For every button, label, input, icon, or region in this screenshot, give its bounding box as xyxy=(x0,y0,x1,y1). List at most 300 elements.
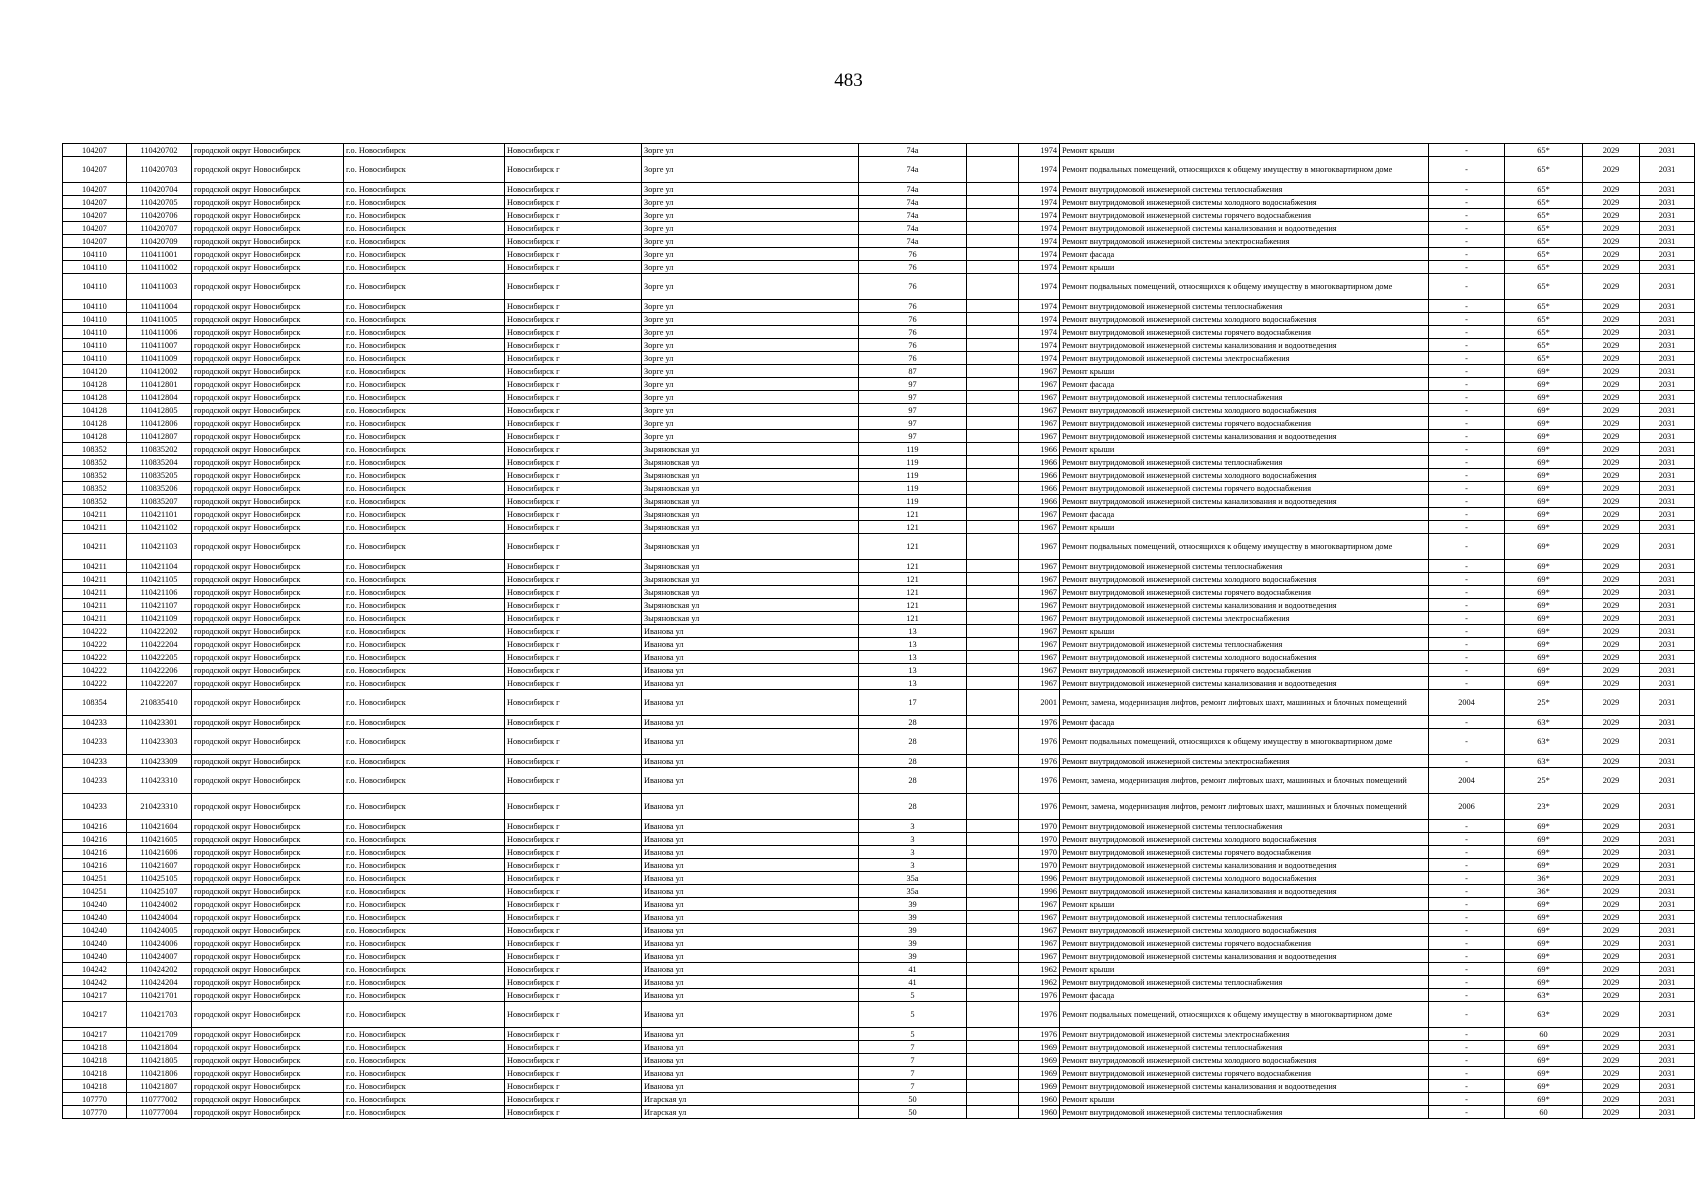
work-id-cell: 110420705 xyxy=(127,196,192,209)
work-type-cell: Ремонт внутридомовой инженерной системы теплоснабжения xyxy=(1060,976,1429,989)
last-repair-year-cell: - xyxy=(1429,911,1505,924)
wear-percent-cell: 69* xyxy=(1505,625,1583,638)
district-cell: городской округ Новосибирск xyxy=(192,612,344,625)
house-id-cell: 104251 xyxy=(63,872,127,885)
street-cell: Зыряновская ул xyxy=(642,599,859,612)
street-cell: Иванова ул xyxy=(642,833,859,846)
district-cell: городской округ Новосибирск xyxy=(192,1002,344,1028)
house-number-cell: 28 xyxy=(859,729,967,755)
plan-start-cell: 2029 xyxy=(1583,976,1640,989)
work-type-cell: Ремонт внутридомовой инженерной системы канализования и водоотведения xyxy=(1060,950,1429,963)
work-id-cell: 110420707 xyxy=(127,222,192,235)
last-repair-year-cell: - xyxy=(1429,1106,1505,1119)
year-built-cell: 1974 xyxy=(1019,248,1060,261)
plan-end-cell: 2031 xyxy=(1640,313,1695,326)
work-id-cell: 110421105 xyxy=(127,573,192,586)
table-row xyxy=(63,1041,1695,1054)
work-type-cell: Ремонт крыши xyxy=(1060,443,1429,456)
work-id-cell: 110421709 xyxy=(127,1028,192,1041)
table-row xyxy=(63,976,1695,989)
work-id-cell: 110777002 xyxy=(127,1093,192,1106)
plan-end-cell: 2031 xyxy=(1640,391,1695,404)
last-repair-year-cell: - xyxy=(1429,469,1505,482)
plan-end-cell: 2031 xyxy=(1640,820,1695,833)
municipality-cell: г.о. Новосибирск xyxy=(344,677,505,690)
last-repair-year-cell: - xyxy=(1429,261,1505,274)
city-cell: Новосибирск г xyxy=(505,456,642,469)
year-built-cell: 1970 xyxy=(1019,820,1060,833)
last-repair-year-cell: - xyxy=(1429,339,1505,352)
city-cell: Новосибирск г xyxy=(505,1093,642,1106)
table-row xyxy=(63,1106,1695,1119)
city-cell: Новосибирск г xyxy=(505,612,642,625)
house-id-cell: 104251 xyxy=(63,885,127,898)
district-cell: городской округ Новосибирск xyxy=(192,235,344,248)
house-number-cell: 121 xyxy=(859,534,967,560)
municipality-cell: г.о. Новосибирск xyxy=(344,1054,505,1067)
table-row xyxy=(63,690,1695,716)
street-cell: Зыряновская ул xyxy=(642,534,859,560)
building-cell xyxy=(967,339,1019,352)
street-cell: Зорге ул xyxy=(642,183,859,196)
district-cell: городской округ Новосибирск xyxy=(192,508,344,521)
street-cell: Зорге ул xyxy=(642,248,859,261)
work-type-cell: Ремонт внутридомовой инженерной системы теплоснабжения xyxy=(1060,638,1429,651)
city-cell: Новосибирск г xyxy=(505,820,642,833)
plan-start-cell: 2029 xyxy=(1583,157,1640,183)
work-id-cell: 110424202 xyxy=(127,963,192,976)
wear-percent-cell: 36* xyxy=(1505,885,1583,898)
work-id-cell: 110422202 xyxy=(127,625,192,638)
last-repair-year-cell: - xyxy=(1429,976,1505,989)
plan-end-cell: 2031 xyxy=(1640,508,1695,521)
plan-start-cell: 2029 xyxy=(1583,183,1640,196)
plan-start-cell: 2029 xyxy=(1583,1028,1640,1041)
street-cell: Иванова ул xyxy=(642,664,859,677)
district-cell: городской округ Новосибирск xyxy=(192,729,344,755)
plan-end-cell: 2031 xyxy=(1640,352,1695,365)
table-row xyxy=(63,560,1695,573)
wear-percent-cell: 69* xyxy=(1505,612,1583,625)
municipality-cell: г.о. Новосибирск xyxy=(344,716,505,729)
work-id-cell: 110421703 xyxy=(127,1002,192,1028)
street-cell: Зорге ул xyxy=(642,352,859,365)
year-built-cell: 1966 xyxy=(1019,443,1060,456)
table-row xyxy=(63,1054,1695,1067)
district-cell: городской округ Новосибирск xyxy=(192,443,344,456)
wear-percent-cell: 69* xyxy=(1505,469,1583,482)
municipality-cell: г.о. Новосибирск xyxy=(344,898,505,911)
house-id-cell: 104240 xyxy=(63,924,127,937)
street-cell: Зыряновская ул xyxy=(642,612,859,625)
house-id-cell: 104233 xyxy=(63,716,127,729)
building-cell xyxy=(967,1067,1019,1080)
work-id-cell: 110424006 xyxy=(127,937,192,950)
table-row xyxy=(63,443,1695,456)
house-number-cell: 121 xyxy=(859,521,967,534)
wear-percent-cell: 63* xyxy=(1505,716,1583,729)
house-number-cell: 35а xyxy=(859,885,967,898)
house-id-cell: 108352 xyxy=(63,495,127,508)
district-cell: городской округ Новосибирск xyxy=(192,638,344,651)
wear-percent-cell: 69* xyxy=(1505,950,1583,963)
district-cell: городской округ Новосибирск xyxy=(192,885,344,898)
city-cell: Новосибирск г xyxy=(505,755,642,768)
table-row xyxy=(63,365,1695,378)
building-cell xyxy=(967,404,1019,417)
building-cell xyxy=(967,248,1019,261)
wear-percent-cell: 65* xyxy=(1505,300,1583,313)
wear-percent-cell: 25* xyxy=(1505,690,1583,716)
house-number-cell: 39 xyxy=(859,898,967,911)
house-id-cell: 104110 xyxy=(63,339,127,352)
year-built-cell: 1967 xyxy=(1019,898,1060,911)
house-number-cell: 74а xyxy=(859,222,967,235)
table-row xyxy=(63,677,1695,690)
street-cell: Иванова ул xyxy=(642,1054,859,1067)
municipality-cell: г.о. Новосибирск xyxy=(344,482,505,495)
last-repair-year-cell: - xyxy=(1429,833,1505,846)
work-id-cell: 110421109 xyxy=(127,612,192,625)
plan-start-cell: 2029 xyxy=(1583,677,1640,690)
plan-start-cell: 2029 xyxy=(1583,989,1640,1002)
house-number-cell: 39 xyxy=(859,950,967,963)
house-number-cell: 7 xyxy=(859,1054,967,1067)
work-id-cell: 110412806 xyxy=(127,417,192,430)
street-cell: Игарская ул xyxy=(642,1106,859,1119)
street-cell: Иванова ул xyxy=(642,716,859,729)
street-cell: Зорге ул xyxy=(642,326,859,339)
work-id-cell: 110420704 xyxy=(127,183,192,196)
house-number-cell: 97 xyxy=(859,391,967,404)
table-row xyxy=(63,989,1695,1002)
street-cell: Иванова ул xyxy=(642,651,859,664)
municipality-cell: г.о. Новосибирск xyxy=(344,534,505,560)
municipality-cell: г.о. Новосибирск xyxy=(344,963,505,976)
house-id-cell: 104120 xyxy=(63,365,127,378)
house-id-cell: 104207 xyxy=(63,157,127,183)
work-id-cell: 110422206 xyxy=(127,664,192,677)
wear-percent-cell: 69* xyxy=(1505,443,1583,456)
work-id-cell: 110421807 xyxy=(127,1080,192,1093)
district-cell: городской округ Новосибирск xyxy=(192,898,344,911)
house-number-cell: 76 xyxy=(859,326,967,339)
work-id-cell: 110424004 xyxy=(127,911,192,924)
house-number-cell: 76 xyxy=(859,261,967,274)
municipality-cell: г.о. Новосибирск xyxy=(344,885,505,898)
year-built-cell: 1967 xyxy=(1019,612,1060,625)
city-cell: Новосибирск г xyxy=(505,443,642,456)
plan-end-cell: 2031 xyxy=(1640,235,1695,248)
district-cell: городской округ Новосибирск xyxy=(192,911,344,924)
plan-end-cell: 2031 xyxy=(1640,989,1695,1002)
year-built-cell: 1967 xyxy=(1019,599,1060,612)
street-cell: Зорге ул xyxy=(642,391,859,404)
year-built-cell: 1974 xyxy=(1019,352,1060,365)
table-row xyxy=(63,521,1695,534)
house-id-cell: 107770 xyxy=(63,1106,127,1119)
plan-end-cell: 2031 xyxy=(1640,456,1695,469)
city-cell: Новосибирск г xyxy=(505,495,642,508)
work-id-cell: 110424002 xyxy=(127,898,192,911)
house-number-cell: 76 xyxy=(859,352,967,365)
table-row xyxy=(63,482,1695,495)
house-number-cell: 76 xyxy=(859,300,967,313)
house-number-cell: 28 xyxy=(859,755,967,768)
house-number-cell: 76 xyxy=(859,274,967,300)
work-type-cell: Ремонт крыши xyxy=(1060,625,1429,638)
district-cell: городской округ Новосибирск xyxy=(192,222,344,235)
plan-end-cell: 2031 xyxy=(1640,898,1695,911)
city-cell: Новосибирск г xyxy=(505,768,642,794)
wear-percent-cell: 69* xyxy=(1505,391,1583,404)
district-cell: городской округ Новосибирск xyxy=(192,625,344,638)
last-repair-year-cell: - xyxy=(1429,1080,1505,1093)
wear-percent-cell: 65* xyxy=(1505,183,1583,196)
house-id-cell: 108352 xyxy=(63,482,127,495)
work-id-cell: 110421107 xyxy=(127,599,192,612)
page-number: 483 xyxy=(834,70,863,91)
work-id-cell: 110412807 xyxy=(127,430,192,443)
work-type-cell: Ремонт внутридомовой инженерной системы холодного водоснабжения xyxy=(1060,469,1429,482)
street-cell: Зорге ул xyxy=(642,404,859,417)
house-id-cell: 104217 xyxy=(63,1002,127,1028)
house-id-cell: 104218 xyxy=(63,1080,127,1093)
year-built-cell: 1967 xyxy=(1019,573,1060,586)
street-cell: Иванова ул xyxy=(642,924,859,937)
plan-start-cell: 2029 xyxy=(1583,521,1640,534)
plan-end-cell: 2031 xyxy=(1640,846,1695,859)
table-row xyxy=(63,859,1695,872)
last-repair-year-cell: - xyxy=(1429,612,1505,625)
plan-end-cell: 2031 xyxy=(1640,638,1695,651)
district-cell: городской округ Новосибирск xyxy=(192,144,344,157)
last-repair-year-cell: - xyxy=(1429,1041,1505,1054)
building-cell xyxy=(967,235,1019,248)
work-id-cell: 110422204 xyxy=(127,638,192,651)
street-cell: Иванова ул xyxy=(642,950,859,963)
work-type-cell: Ремонт, замена, модернизация лифтов, ремонт лифтовых шахт, машинных и блочных помещений xyxy=(1060,768,1429,794)
work-id-cell: 110421605 xyxy=(127,833,192,846)
house-id-cell: 104222 xyxy=(63,625,127,638)
house-id-cell: 108352 xyxy=(63,469,127,482)
city-cell: Новосибирск г xyxy=(505,274,642,300)
building-cell xyxy=(967,1054,1019,1067)
city-cell: Новосибирск г xyxy=(505,664,642,677)
house-number-cell: 74а xyxy=(859,235,967,248)
plan-end-cell: 2031 xyxy=(1640,729,1695,755)
last-repair-year-cell: - xyxy=(1429,222,1505,235)
wear-percent-cell: 69* xyxy=(1505,586,1583,599)
house-number-cell: 76 xyxy=(859,248,967,261)
table-row xyxy=(63,261,1695,274)
municipality-cell: г.о. Новосибирск xyxy=(344,937,505,950)
plan-end-cell: 2031 xyxy=(1640,885,1695,898)
municipality-cell: г.о. Новосибирск xyxy=(344,209,505,222)
building-cell xyxy=(967,352,1019,365)
work-id-cell: 110835204 xyxy=(127,456,192,469)
plan-end-cell: 2031 xyxy=(1640,690,1695,716)
district-cell: городской округ Новосибирск xyxy=(192,378,344,391)
building-cell xyxy=(967,599,1019,612)
house-id-cell: 104222 xyxy=(63,651,127,664)
house-number-cell: 119 xyxy=(859,495,967,508)
street-cell: Иванова ул xyxy=(642,729,859,755)
plan-end-cell: 2031 xyxy=(1640,443,1695,456)
city-cell: Новосибирск г xyxy=(505,1080,642,1093)
house-number-cell: 13 xyxy=(859,677,967,690)
wear-percent-cell: 60 xyxy=(1505,1106,1583,1119)
house-number-cell: 121 xyxy=(859,586,967,599)
work-id-cell: 110421106 xyxy=(127,586,192,599)
district-cell: городской округ Новосибирск xyxy=(192,1028,344,1041)
plan-end-cell: 2031 xyxy=(1640,651,1695,664)
work-id-cell: 110411005 xyxy=(127,313,192,326)
building-cell xyxy=(967,638,1019,651)
plan-start-cell: 2029 xyxy=(1583,820,1640,833)
plan-end-cell: 2031 xyxy=(1640,612,1695,625)
district-cell: городской округ Новосибирск xyxy=(192,495,344,508)
street-cell: Иванова ул xyxy=(642,625,859,638)
city-cell: Новосибирск г xyxy=(505,248,642,261)
building-cell xyxy=(967,326,1019,339)
wear-percent-cell: 63* xyxy=(1505,729,1583,755)
city-cell: Новосибирск г xyxy=(505,625,642,638)
work-id-cell: 110421104 xyxy=(127,560,192,573)
plan-end-cell: 2031 xyxy=(1640,222,1695,235)
house-number-cell: 39 xyxy=(859,911,967,924)
street-cell: Иванова ул xyxy=(642,898,859,911)
plan-start-cell: 2029 xyxy=(1583,1106,1640,1119)
year-built-cell: 1969 xyxy=(1019,1041,1060,1054)
plan-start-cell: 2029 xyxy=(1583,599,1640,612)
work-id-cell: 210835410 xyxy=(127,690,192,716)
municipality-cell: г.о. Новосибирск xyxy=(344,924,505,937)
table-row xyxy=(63,534,1695,560)
work-type-cell: Ремонт внутридомовой инженерной системы холодного водоснабжения xyxy=(1060,404,1429,417)
house-id-cell: 108352 xyxy=(63,456,127,469)
building-cell xyxy=(967,690,1019,716)
work-type-cell: Ремонт внутридомовой инженерной системы холодного водоснабжения xyxy=(1060,313,1429,326)
work-type-cell: Ремонт внутридомовой инженерной системы теплоснабжения xyxy=(1060,300,1429,313)
year-built-cell: 1967 xyxy=(1019,651,1060,664)
wear-percent-cell: 69* xyxy=(1505,911,1583,924)
building-cell xyxy=(967,989,1019,1002)
year-built-cell: 1966 xyxy=(1019,469,1060,482)
house-id-cell: 104233 xyxy=(63,755,127,768)
house-id-cell: 104211 xyxy=(63,573,127,586)
building-cell xyxy=(967,768,1019,794)
work-id-cell: 110422205 xyxy=(127,651,192,664)
table-row xyxy=(63,274,1695,300)
table-row xyxy=(63,937,1695,950)
building-cell xyxy=(967,716,1019,729)
year-built-cell: 1969 xyxy=(1019,1067,1060,1080)
wear-percent-cell: 69* xyxy=(1505,976,1583,989)
district-cell: городской округ Новосибирск xyxy=(192,534,344,560)
district-cell: городской округ Новосибирск xyxy=(192,1080,344,1093)
house-number-cell: 74а xyxy=(859,157,967,183)
house-id-cell: 108354 xyxy=(63,690,127,716)
wear-percent-cell: 65* xyxy=(1505,326,1583,339)
table-row xyxy=(63,404,1695,417)
work-type-cell: Ремонт, замена, модернизация лифтов, ремонт лифтовых шахт, машинных и блочных помещений xyxy=(1060,690,1429,716)
house-number-cell: 87 xyxy=(859,365,967,378)
district-cell: городской округ Новосибирск xyxy=(192,404,344,417)
last-repair-year-cell: - xyxy=(1429,989,1505,1002)
last-repair-year-cell: - xyxy=(1429,573,1505,586)
last-repair-year-cell: - xyxy=(1429,378,1505,391)
municipality-cell: г.о. Новосибирск xyxy=(344,469,505,482)
house-id-cell: 104217 xyxy=(63,989,127,1002)
house-number-cell: 119 xyxy=(859,482,967,495)
house-id-cell: 104211 xyxy=(63,521,127,534)
plan-end-cell: 2031 xyxy=(1640,1080,1695,1093)
wear-percent-cell: 25* xyxy=(1505,768,1583,794)
plan-end-cell: 2031 xyxy=(1640,560,1695,573)
district-cell: городской округ Новосибирск xyxy=(192,157,344,183)
plan-start-cell: 2029 xyxy=(1583,950,1640,963)
city-cell: Новосибирск г xyxy=(505,352,642,365)
building-cell xyxy=(967,586,1019,599)
municipality-cell: г.о. Новосибирск xyxy=(344,157,505,183)
last-repair-year-cell: - xyxy=(1429,638,1505,651)
last-repair-year-cell: - xyxy=(1429,430,1505,443)
municipality-cell: г.о. Новосибирск xyxy=(344,872,505,885)
work-type-cell: Ремонт внутридомовой инженерной системы горячего водоснабжения xyxy=(1060,846,1429,859)
year-built-cell: 1967 xyxy=(1019,911,1060,924)
plan-start-cell: 2029 xyxy=(1583,573,1640,586)
district-cell: городской округ Новосибирск xyxy=(192,859,344,872)
street-cell: Зыряновская ул xyxy=(642,586,859,599)
table-row xyxy=(63,664,1695,677)
wear-percent-cell: 36* xyxy=(1505,872,1583,885)
work-type-cell: Ремонт внутридомовой инженерной системы канализования и водоотведения xyxy=(1060,339,1429,352)
work-id-cell: 110777004 xyxy=(127,1106,192,1119)
table-row xyxy=(63,794,1695,820)
building-cell xyxy=(967,222,1019,235)
wear-percent-cell: 65* xyxy=(1505,222,1583,235)
municipality-cell: г.о. Новосибирск xyxy=(344,430,505,443)
district-cell: городской округ Новосибирск xyxy=(192,183,344,196)
building-cell xyxy=(967,1093,1019,1106)
plan-start-cell: 2029 xyxy=(1583,885,1640,898)
district-cell: городской округ Новосибирск xyxy=(192,950,344,963)
plan-end-cell: 2031 xyxy=(1640,599,1695,612)
last-repair-year-cell: - xyxy=(1429,950,1505,963)
table-row xyxy=(63,391,1695,404)
table-row xyxy=(63,729,1695,755)
plan-end-cell: 2031 xyxy=(1640,196,1695,209)
last-repair-year-cell: - xyxy=(1429,859,1505,872)
wear-percent-cell: 63* xyxy=(1505,755,1583,768)
year-built-cell: 1967 xyxy=(1019,365,1060,378)
table-row xyxy=(63,573,1695,586)
city-cell: Новосибирск г xyxy=(505,235,642,248)
plan-end-cell: 2031 xyxy=(1640,1002,1695,1028)
plan-start-cell: 2029 xyxy=(1583,417,1640,430)
street-cell: Иванова ул xyxy=(642,976,859,989)
house-id-cell: 104218 xyxy=(63,1041,127,1054)
district-cell: городской округ Новосибирск xyxy=(192,469,344,482)
year-built-cell: 1967 xyxy=(1019,625,1060,638)
work-id-cell: 110424005 xyxy=(127,924,192,937)
work-type-cell: Ремонт крыши xyxy=(1060,1093,1429,1106)
year-built-cell: 1976 xyxy=(1019,729,1060,755)
house-id-cell: 104211 xyxy=(63,612,127,625)
work-id-cell: 110412804 xyxy=(127,391,192,404)
table-row xyxy=(63,469,1695,482)
